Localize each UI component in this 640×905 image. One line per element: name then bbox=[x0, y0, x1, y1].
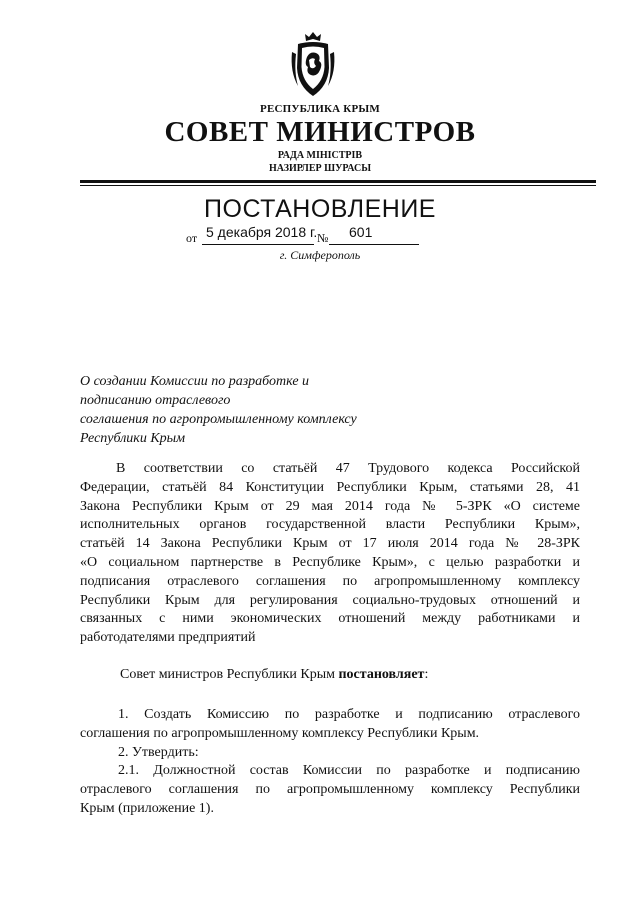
subject-line: подписанию отраслевого bbox=[80, 393, 231, 408]
council-title-crimean-tatar: НАЗИРЛЕР ШУРАСЫ bbox=[268, 163, 372, 174]
document-city: г. Симферополь bbox=[279, 248, 361, 262]
item-line: 2.1. Должностной состав Комиссии по разработке и подписанию bbox=[118, 763, 580, 779]
decree-items bbox=[80, 706, 580, 819]
document-subject bbox=[80, 372, 400, 448]
resolves-suffix: : bbox=[424, 667, 429, 682]
subject-line: соглашения по агропромышленному комплексу bbox=[80, 412, 357, 427]
subject-line: О создании Комиссии по разработке и bbox=[80, 374, 310, 389]
preamble-line: В соответствии со статьёй 47 Трудового кодекса Российской bbox=[116, 461, 580, 476]
preamble-line: Закона Республики Крым от 29 мая 2014 года № 5-ЗРК «О системе bbox=[80, 498, 580, 514]
preamble-line: связанных с ними экономических отношений между работниками и bbox=[80, 611, 580, 627]
coat-of-arms-emblem bbox=[288, 30, 338, 100]
preamble-line: подписания отраслевого соглашения по агропромышленному комплексу bbox=[80, 573, 580, 589]
document-date: 5 декабря 2018 г. bbox=[206, 224, 318, 240]
preamble-line: Федерации, статьёй 84 Конституции Республики Крым, статьями 28, 41 bbox=[80, 479, 580, 495]
preamble-line: «О социальном партнерстве в Республике Крым», с целью разработки и bbox=[80, 554, 580, 570]
document-type: ПОСТАНОВЛЕНИЕ bbox=[204, 195, 436, 223]
item-line: Крым (приложение 1). bbox=[80, 800, 214, 816]
resolves-line bbox=[80, 666, 580, 685]
number-underline bbox=[329, 244, 419, 245]
date-prefix: от bbox=[186, 231, 198, 245]
item-line: 2. Утвердить: bbox=[118, 744, 199, 760]
item-line: соглашения по агропромышленному комплексу Республики Крым. bbox=[80, 725, 480, 741]
preamble-paragraph bbox=[80, 460, 580, 648]
resolves-keyword: постановляет bbox=[338, 667, 425, 682]
date-number-line bbox=[186, 224, 426, 246]
date-underline bbox=[202, 244, 314, 245]
number-label: № bbox=[317, 231, 329, 245]
header-divider-thin bbox=[80, 185, 596, 186]
council-title-ukrainian: РАДА МІНІСТРІВ bbox=[277, 150, 363, 161]
preamble-line: исполнительных органов государственной власти Республики Крым», bbox=[80, 517, 580, 533]
item-line: 1. Создать Комиссию по разработке и подписанию отраслевого bbox=[118, 707, 580, 722]
document-number: 601 bbox=[349, 224, 373, 240]
resolves-prefix: Совет министров Республики Крым bbox=[120, 667, 339, 682]
item-line: отраслевого соглашения по агропромышленному комплексу Республики bbox=[80, 782, 580, 798]
preamble-line: Республики Крым для регулирования социально-трудовых отношений и bbox=[80, 592, 580, 608]
republic-name: РЕСПУБЛИКА КРЫМ bbox=[260, 103, 380, 115]
subject-line: Республики Крым bbox=[80, 431, 186, 446]
preamble-line: работодателями предприятий bbox=[80, 630, 256, 646]
header-divider-thick bbox=[80, 180, 596, 183]
preamble-line: статьёй 14 Закона Республики Крым от 17 июля 2014 года № 28-ЗРК bbox=[80, 536, 580, 552]
council-title: СОВЕТ МИНИСТРОВ bbox=[164, 116, 476, 148]
